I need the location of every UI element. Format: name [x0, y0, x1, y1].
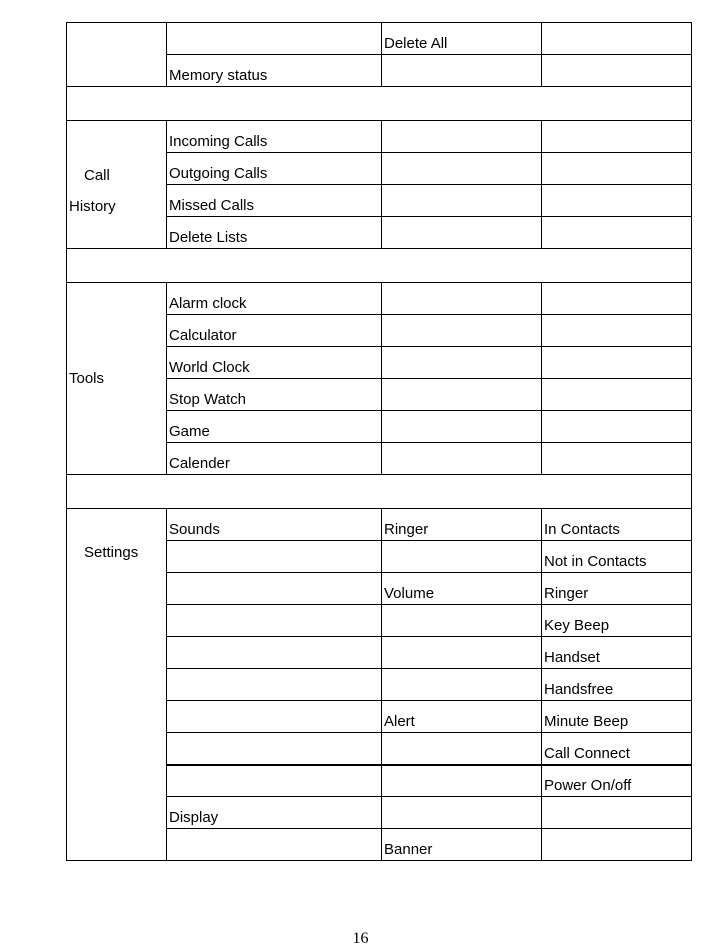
empty-cell [542, 315, 692, 347]
empty-cell [382, 669, 542, 701]
menu-item: Sounds [167, 509, 382, 541]
empty-cell [542, 153, 692, 185]
empty-cell [167, 765, 382, 797]
menu-item: Display [167, 797, 382, 829]
empty-cell [167, 701, 382, 733]
empty-cell [382, 443, 542, 475]
spacer-row [67, 249, 692, 283]
menu-item: Missed Calls [167, 185, 382, 217]
page-number: 16 [352, 930, 369, 947]
group-label-line: History [69, 197, 116, 215]
call-history-group-label [67, 121, 167, 249]
empty-cell [382, 347, 542, 379]
empty-cell [167, 829, 382, 861]
empty-cell [167, 733, 382, 765]
menu-item: Game [167, 411, 382, 443]
empty-cell [542, 283, 692, 315]
empty-cell [542, 217, 692, 249]
empty-cell [382, 541, 542, 573]
menu-item: Delete Lists [167, 217, 382, 249]
empty-cell [67, 23, 167, 87]
empty-cell [382, 55, 542, 87]
empty-cell [542, 829, 692, 861]
option-item: Key Beep [542, 605, 692, 637]
menu-item: Calender [167, 443, 382, 475]
settings-group-label: Settings [67, 509, 167, 861]
empty-cell [382, 605, 542, 637]
submenu-item: Alert [382, 701, 542, 733]
submenu-item: Volume [382, 573, 542, 605]
empty-cell [382, 411, 542, 443]
option-item: Not in Contacts [542, 541, 692, 573]
empty-cell [382, 733, 542, 765]
submenu-item: Ringer [382, 509, 542, 541]
empty-cell [382, 637, 542, 669]
menu-item: Stop Watch [167, 379, 382, 411]
empty-cell [167, 605, 382, 637]
tools-group-label: Tools [67, 283, 167, 475]
empty-cell [542, 411, 692, 443]
spacer-row [67, 87, 692, 121]
delete-all-cell: Delete All [382, 23, 542, 55]
empty-cell [542, 55, 692, 87]
empty-cell [382, 315, 542, 347]
spacer-row [67, 475, 692, 509]
empty-cell [167, 669, 382, 701]
empty-cell [382, 153, 542, 185]
empty-cell [167, 637, 382, 669]
submenu-item: Banner [382, 829, 542, 861]
empty-cell [542, 443, 692, 475]
menu-structure-table [66, 22, 692, 861]
menu-item: World Clock [167, 347, 382, 379]
table-row [67, 283, 692, 315]
memory-status-cell: Memory status [167, 55, 382, 87]
option-item: Ringer [542, 573, 692, 605]
empty-cell [382, 797, 542, 829]
empty-cell [542, 379, 692, 411]
empty-cell [382, 283, 542, 315]
empty-cell [542, 185, 692, 217]
empty-cell [167, 541, 382, 573]
empty-cell [382, 217, 542, 249]
group-label-line: Call [84, 166, 110, 184]
option-item: Handsfree [542, 669, 692, 701]
menu-item: Outgoing Calls [167, 153, 382, 185]
option-item: In Contacts [542, 509, 692, 541]
option-item: Power On/off [542, 765, 692, 797]
option-item: Handset [542, 637, 692, 669]
menu-item: Calculator [167, 315, 382, 347]
empty-cell [542, 23, 692, 55]
empty-cell [542, 347, 692, 379]
empty-cell [167, 23, 382, 55]
option-item: Minute Beep [542, 701, 692, 733]
menu-item: Incoming Calls [167, 121, 382, 153]
empty-cell [382, 765, 542, 797]
empty-cell [542, 797, 692, 829]
empty-cell [542, 121, 692, 153]
table-row [67, 121, 692, 153]
empty-cell [167, 573, 382, 605]
empty-cell [382, 121, 542, 153]
option-item: Call Connect [542, 733, 692, 765]
empty-cell [382, 185, 542, 217]
empty-cell [382, 379, 542, 411]
table-row [67, 23, 692, 55]
table-row [67, 509, 692, 541]
menu-item: Alarm clock [167, 283, 382, 315]
